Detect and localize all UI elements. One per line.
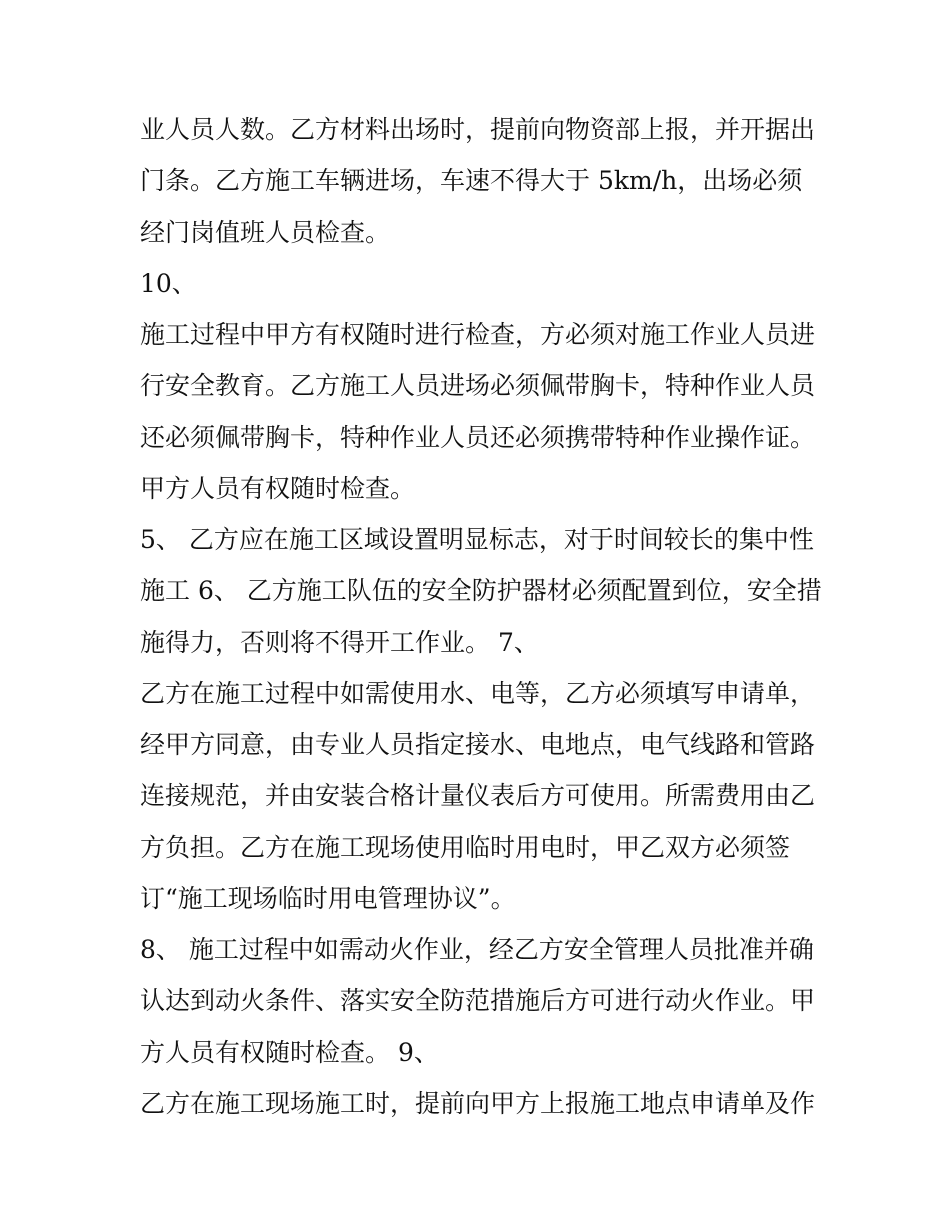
text-line: 10、 (140, 268, 197, 298)
text-line: 甲方人员有权随时检查。 (140, 473, 416, 503)
text-line: 还必须佩带胸卡，特种作业人员还必须携带特种作业操作证。 (140, 422, 816, 452)
document-body (140, 110, 820, 1135)
text-line: 方负担。乙方在施工现场使用临时用电时，甲乙双方必须签 (140, 832, 791, 862)
text-line: 经门岗值班人员检查。 (140, 217, 391, 247)
text-line: 经甲方同意，由专业人员指定接水、电地点，电气线路和管路 (140, 730, 816, 759)
text-line: 乙方在施工现场施工时，提前向甲方上报施工地点申请单及作 (140, 1088, 816, 1118)
text-line: 订“施工现场临时用电管理协议”。 (140, 883, 516, 913)
text-line: 施得力，否则将不得开工作业。 7、 (140, 627, 539, 657)
text-line: 业人员人数。乙方材料出场时，提前向物资部上报，并开据出 (140, 115, 816, 144)
text-line: 行安全教育。乙方施工人员进场必须佩带胸卡，特种作业人员 (140, 371, 816, 401)
text-line: 5、 乙方应在施工区域设置明显标志，对于时间较长的集中性 (140, 525, 814, 554)
text-line: 施工过程中甲方有权随时进行检查，方必须对施工作业人员进 (140, 320, 816, 349)
text-line: 门条。乙方施工车辆进场，车速不得大于 5km/h，出场必须 (140, 166, 803, 196)
text-line: 施工 6、 乙方施工队伍的安全防护器材必须配置到位，安全措 (140, 576, 822, 606)
text-line: 方人员有权随时检查。 9、 (140, 1037, 439, 1067)
text-line: 乙方在施工过程中如需使用水、电等，乙方必须填写申请单， (140, 678, 816, 708)
text-line: 连接规范，并由安装合格计量仪表后方可使用。所需费用由乙 (140, 781, 816, 811)
text-line: 8、 施工过程中如需动火作业，经乙方安全管理人员批准并确 (140, 935, 814, 964)
text-line: 认达到动火条件、落实安全防范措施后方可进行动火作业。甲 (140, 986, 816, 1016)
